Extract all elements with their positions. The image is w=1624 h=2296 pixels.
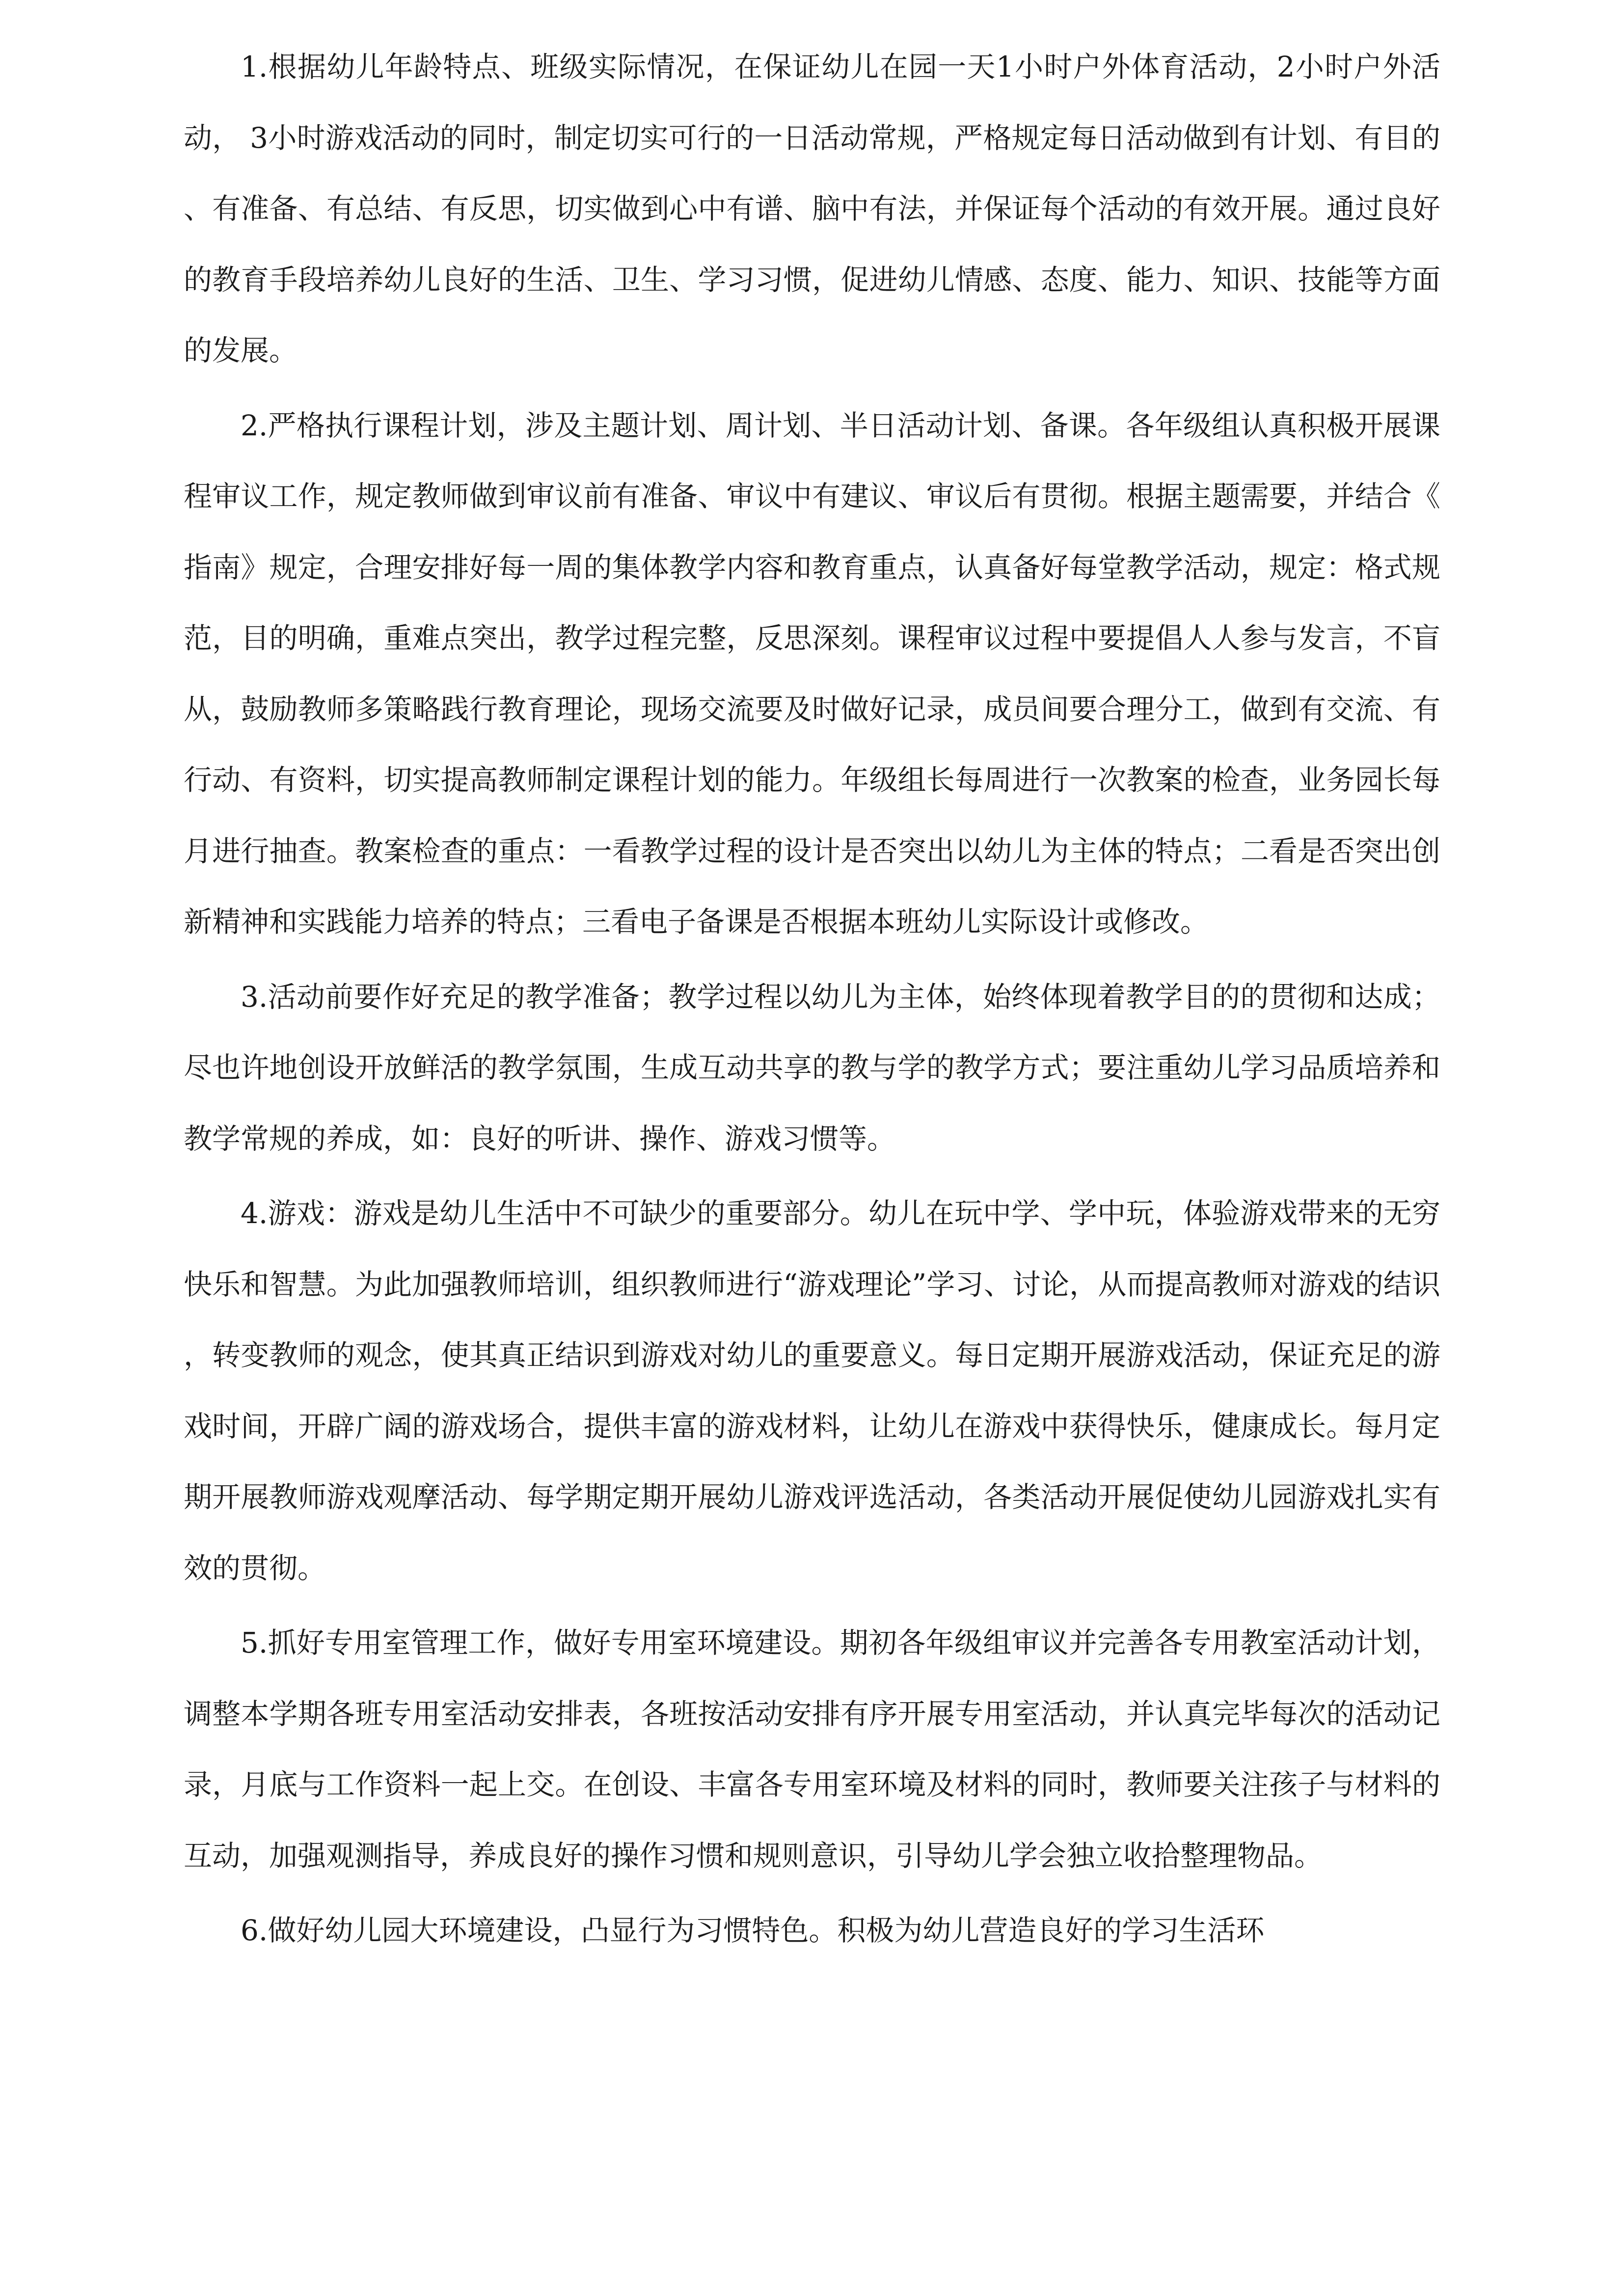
paragraph-5: 5.抓好专用室管理工作，做好专用室环境建设。期初各年级组审议并完善各专用教室活动计划，调整本学期各班专用室活动安排表，各班按活动安排有序开展专用室活动，并认真完毕每次的活动记录，月底与工作资料一起上交。在创设、丰富各专用室环境及材料的同时，教师要关注孩子与材料的互动，加强观测指导，养成良好的操作习惯和规则意识，引导幼儿学会独立收拾整理物品。 (184, 1626, 1440, 1872)
paragraph-4: 4.游戏：游戏是幼儿生活中不可缺少的重要部分。幼儿在玩中学、学中玩，体验游戏带来的无穷快乐和智慧。为此加强教师培训，组织教师进行“游戏理论”学习、讨论，从而提高教师对游戏的结识，转变教师的观念，使其真正结识到游戏对幼儿的重要意义。每日定期开展游戏活动，保证充足的游戏时间，开辟广阔的游戏场合，提供丰富的游戏材料，让幼儿在游戏中获得快乐，健康成长。每月定期开展教师游戏观摩活动、每学期定期开展幼儿游戏评选活动，各类活动开展促使幼儿园游戏扎实有效的贯彻。 (184, 1197, 1440, 1585)
paragraph-6: 6.做好幼儿园大环境建设，凸显行为习惯特色。积极为幼儿营造良好的学习生活环 (241, 1914, 1265, 1947)
paragraph-2: 2.严格执行课程计划，涉及主题计划、周计划、半日活动计划、备课。各年级组认真积极开展课程审议工作，规定教师做到审议前有准备、审议中有建议、审议后有贯彻。根据主题需要，并结合《指南》规定，合理安排好每一周的集体教学内容和教育重点，认真备好每堂教学活动，规定：格式规范，目的明确，重难点突出，教学过程完整，反思深刻。课程审议过程中要提倡人人参与发言，不盲从，鼓励教师多策略践行教育理论，现场交流要及时做好记录，成员间要合理分工，做到有交流、有行动、有资料，切实提高教师制定课程计划的能力。年级组长每周进行一次教案的检查，业务园长每月进行抽查。教案检查的重点：一看教学过程的设计是否突出以幼儿为主体的特点；二看是否突出创新精神和实践能力培养的特点；三看电子备课是否根据本班幼儿实际设计或修改。 (184, 408, 1440, 938)
paragraph-3: 3.活动前要作好充足的教学准备；教学过程以幼儿为主体，始终体现着教学目的的贯彻和达成；尽也许地创设开放鲜活的教学氛围，生成互动共享的教与学的教学方式；要注重幼儿学习品质培养和教学常规的养成，如：良好的听讲、操作、游戏习惯等。 (184, 980, 1440, 1155)
paragraph-1: 1.根据幼儿年龄特点、班级实际情况，在保证幼儿在园一天1小时户外体育活动，2小时户外活动， 3小时游戏活动的同时，制定切实可行的一日活动常规，严格规定每日活动做到有计划、有目的、有准备、有总结、有反思，切实做到心中有谱、脑中有法，并保证每个活动的有效开展。通过良好的教育手段培养幼儿良好的生活、卫生、学习习惯，促进幼儿情感、态度、能力、知识、技能等方面的发展。 (184, 50, 1440, 367)
document-body (184, 31, 1440, 1970)
